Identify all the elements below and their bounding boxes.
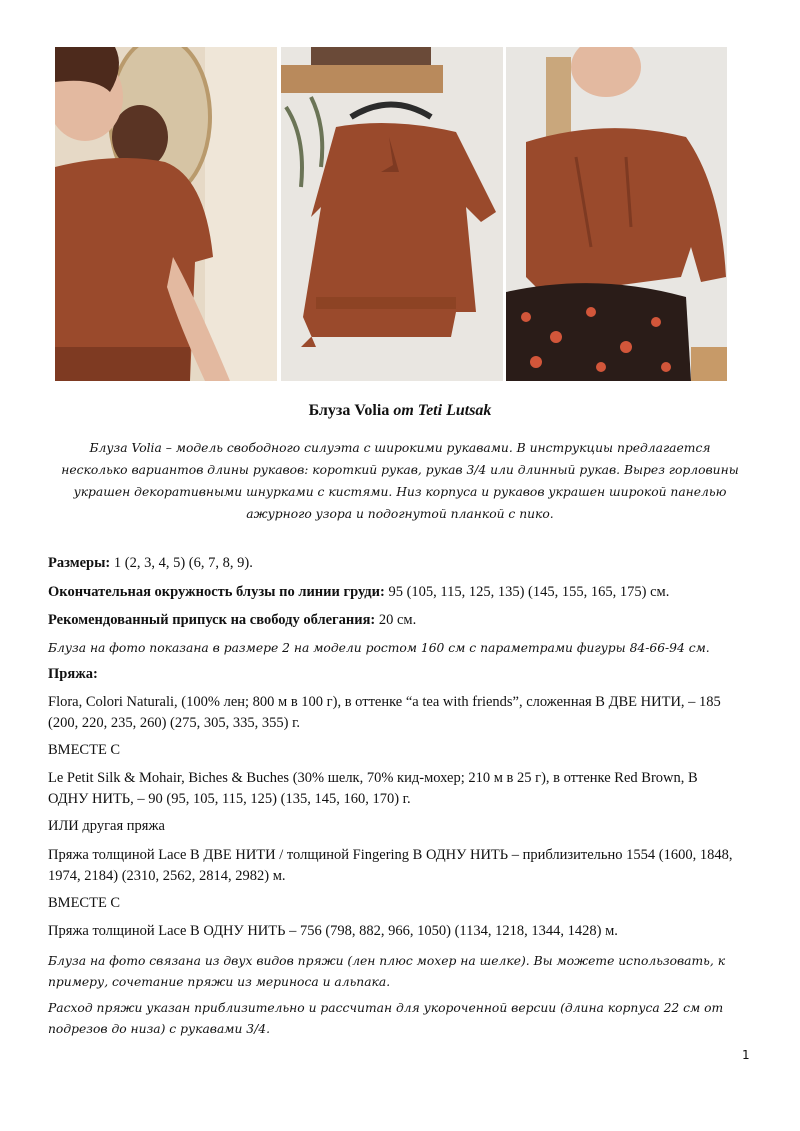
bust-value: 95 (105, 115, 125, 135) (145, 155, 165, 175) см.	[384, 584, 670, 600]
yarn-1: Flora, Colori Naturali, (100% лен; 800 м в 100 г), в оттенке “a tea with friends”, сложенная В ДВЕ НИТИ, – 185 (200, 220, 235, 260) (275, 305, 335, 355) г.	[48, 694, 721, 731]
photo-woman-long-sleeve-blouse	[506, 47, 727, 381]
ease-label: Рекомендованный припуск на свободу облегания:	[48, 612, 376, 628]
photo-note: Блуза на фото показана в размере 2 на модели ростом 160 см с параметрами фигуры 84-66-94 см.	[48, 641, 710, 655]
photo-woman-short-sleeve-icon	[55, 47, 277, 381]
photo-blouse-on-hanger	[281, 47, 503, 381]
page-title	[0, 402, 800, 420]
sizes-line	[48, 553, 758, 574]
photo-blouse-hanger-icon	[281, 47, 503, 381]
intro-lead: Блуза Volia	[89, 441, 162, 455]
note-2: Расход пряжи указан приблизительно и рассчитан для укороченной версии (длина корпуса 22 см от подрезов до низа) с рукавами 3/4.	[48, 1001, 724, 1036]
intro-paragraph	[60, 437, 740, 525]
or-line: ИЛИ другая пряжа	[48, 818, 165, 834]
title-name: Volia	[354, 402, 390, 419]
note-1: Блуза на фото связана из двух видов пряжи (лен плюс мохер на шелке). Вы можете использовать, к примеру, сочетание пряжи из мериноса и альпака.	[48, 954, 726, 989]
photo-woman-long-sleeve-icon	[506, 47, 727, 381]
page-number: 1	[742, 1048, 750, 1062]
with-2: ВМЕСТЕ С	[48, 895, 121, 911]
sizes-value: 1 (2, 3, 4, 5) (6, 7, 8, 9).	[110, 555, 253, 571]
yarn-2: Le Petit Silk & Mohair, Biches & Buches (30% шелк, 70% кид-мохер; 210 м в 25 г), в оттенке Red Brown, В ОДНУ НИТЬ, – 90 (95, 105, 115, 125) (135, 145, 160, 170) г.	[48, 770, 698, 807]
yarn-heading	[48, 664, 758, 685]
title-prefix: Блуза	[308, 402, 351, 419]
sizes-label: Размеры:	[48, 555, 111, 571]
ease-value: 20 см.	[375, 612, 417, 628]
alt-yarn-1: Пряжа толщиной Lace В ДВЕ НИТИ / толщиной Fingering В ОДНУ НИТЬ – приблизительно 1554 (1600, 1848, 1974, 2184) (2310, 2562, 2814, 2982) м.	[48, 847, 733, 884]
ease-line	[48, 610, 758, 631]
bust-label: Окончательная окружность блузы по линии груди:	[48, 584, 385, 600]
intro-text: – модель свободного силуэта с широкими рукавами. В инструкцuы предлагается несколько вариантов длины рукавов: короткий рукав, рукав 3/4 или длинный рукав. Вырез горловины украшен декоративными шнурками с кистями. Низ корпуса и рукавов украшен широкой панелью ажурного узора и подогнутой планкой с пико.	[61, 441, 739, 521]
photo-woman-short-sleeve-blouse	[55, 47, 277, 381]
title-author: от Teti Lutsak	[393, 402, 492, 419]
yarn-label: Пряжа:	[48, 666, 98, 682]
bust-line	[48, 582, 758, 603]
alt-yarn-2: Пряжа толщиной Lace В ОДНУ НИТЬ – 756 (798, 882, 966, 1050) (1134, 1218, 1344, 1428) м.	[48, 923, 618, 939]
with-1: ВМЕСТЕ С	[48, 742, 121, 758]
